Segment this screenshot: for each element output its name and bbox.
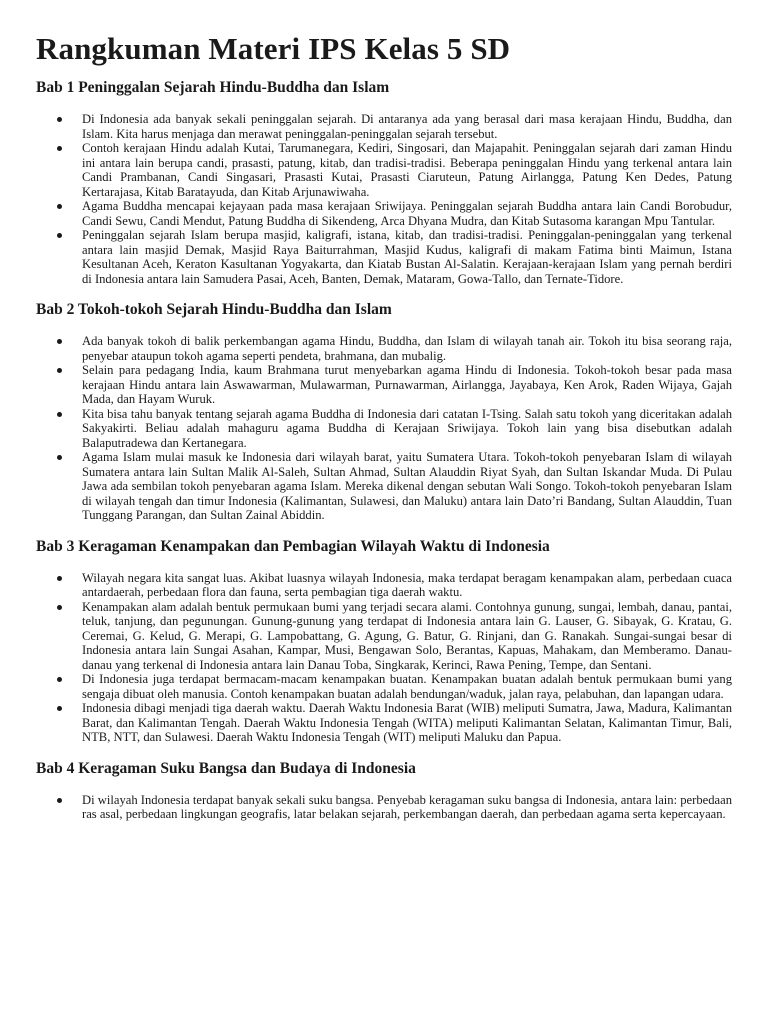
list-item-text: Kenampakan alam adalah bentuk permukaan bumi yang terjadi secara alami. Contohnya gunung, sungai, lembah, danau, pantai, teluk, tanjung, dan pegunungan. Gunung-gunung yang terdapat di Indonesia antara lain G. Lauser, G. Sibayak, G. Kratau, G. Ceremai, G. Kelud, G. Merapi, G. Lampobattang, G. Agung, G. Batur, G. Rinjani, dan G. Ranakah. Sungai-sungai besar di Indonesia antara lain Sungai Asahan, Kampar, Musi, Bengawan Solo, Berantas, Kapuas, Mahakam, dan Memberamo. Danau-danau yang terkenal di Indonesia antara lain Danau Toba, Singkarak, Kerinci, Rawa Pening, Tempe, dan Sentani. — [82, 599, 732, 672]
section-heading: Bab 4 Keragaman Suku Bangsa dan Budaya di Indonesia — [36, 759, 416, 777]
list-item-text: Contoh kerajaan Hindu adalah Kutai, Tarumanegara, Kediri, Singosari, dan Majapahit. Peninggalan sejarah dari zaman Hindu ini antara lain berupa candi, prasasti, patung, kitab, dan tradisi-tradisi. Beberapa peninggalan Hindu yang terkenal antara lain Candi Prambanan, Candi Singasari, Prasasti Kutai, Prasasti Ciaruteun, Patung Airlangga, Patung Ken Dedes, Patung Kertarajasa, Kitab Baratayuda, dan Kitab Arjunawiwaha. — [82, 141, 732, 199]
list-item — [36, 793, 732, 822]
bullet-list — [36, 334, 732, 523]
bullet-icon — [57, 204, 62, 209]
bullet-icon — [57, 146, 62, 151]
list-item-text: Di wilayah Indonesia terdapat banyak sekali suku bangsa. Penyebab keragaman suku bangsa di Indonesia, antara lain: perbedaan ras asal, perbedaan lingkungan geografis, latar belakan sejarah, perkembangan daerah, dan perbedaan agama serta kepercayaan. — [82, 792, 732, 821]
list-item-text: Peninggalan sejarah Islam berupa masjid, kaligrafi, istana, kitab, dan tradisi-tradisi. Peninggalan-peninggalan yang terkenal antara lain masjid Demak, Masjid Raya Baiturrahman, Masjid Kudus, kaligrafi di makam Fatima binti Maimun, Istana Kesultanan Aceh, Keraton Kasultanan Yogyakarta, dan Kiatab Bustan Al-Salatin. Kerajaan-kerajaan Islam yang pernah berdiri di Indonesia antara lain Samudera Pasai, Aceh, Banten, Demak, Mataram, Gowa-Tallo, dan Ternate-Tidore. — [82, 228, 732, 286]
list-item — [36, 228, 732, 286]
bullet-icon — [57, 605, 62, 610]
section-bab-2 — [36, 300, 732, 523]
bullet-icon — [57, 339, 62, 344]
section-heading: Bab 3 Keragaman Kenampakan dan Pembagian Wilayah Waktu di Indonesia — [36, 537, 550, 555]
bullet-icon — [57, 706, 62, 711]
list-item — [36, 141, 732, 199]
list-item — [36, 407, 732, 451]
list-item — [36, 363, 732, 407]
bullet-list — [36, 793, 732, 822]
list-item-text: Agama Buddha mencapai kejayaan pada masa kerajaan Sriwijaya. Peninggalan sejarah Buddha antara lain Candi Borobudur, Candi Sewu, Candi Mendut, Patung Buddha di Sikendeng, Arca Dhyana Mudra, dan Kitab Sutasoma karangan Mpu Tantular. — [82, 199, 732, 228]
list-item — [36, 672, 732, 701]
list-item — [36, 701, 732, 745]
list-item-text: Wilayah negara kita sangat luas. Akibat luasnya wilayah Indonesia, maka terdapat beragam kenampakan alam, perbedaan cuaca antardaerah, perbedaan flora dan fauna, serta pembagian tiga daerah waktu. — [82, 570, 732, 599]
section-bab-1 — [36, 78, 732, 286]
list-item — [36, 450, 732, 523]
bullet-icon — [57, 576, 62, 581]
bullet-icon — [57, 233, 62, 238]
list-item — [36, 112, 732, 141]
section-heading: Bab 2 Tokoh-tokoh Sejarah Hindu-Buddha dan Islam — [36, 301, 392, 318]
bullet-list — [36, 112, 732, 286]
section-bab-4 — [36, 759, 732, 822]
list-item-text: Di Indonesia juga terdapat bermacam-macam kenampakan buatan. Kenampakan buatan adalah bentuk permukaan bumi yang sengaja dibuat oleh manusia. Contoh kenampakan buatan adalah bendungan/waduk, jalan raya, pelabuhan, dan lapangan udara. — [82, 672, 732, 701]
list-item — [36, 600, 732, 673]
list-item-text: Agama Islam mulai masuk ke Indonesia dari wilayah barat, yaitu Sumatera Utara. Tokoh-tokoh penyebaran Islam di wilayah Sumatera antara lain Sultan Malik Al-Saleh, Sultan Ahmad, Sultan Alauddin Riyat Syah, dan Sultan Iskandar Muda. Di Pulau Jawa ada sembilan tokoh penyebaran agama Islam. Mereka dikenal dengan sebutan Wali Songo. Tokoh-tokoh penyebaran Islam di wilayah tengah dan timur Indonesia (Kalimantan, Sulawesi, dan Maluku) antara lain Dato’ri Bandang, Sultan Alauddin, Tuan Tunggang Parangan, dan Sultan Zainal Abiddin. — [82, 450, 732, 522]
list-item-text: Selain para pedagang India, kaum Brahmana turut menyebarkan agama Hindu di Indonesia. Tokoh-tokoh besar pada masa kerajaan Hindu antara lain Aswawarman, Mulawarman, Purnawarman, Airlangga, Jayabaya, Ken Arok, Raden Wijaya, Gajah Mada, dan Hayam Wuruk. — [82, 363, 732, 406]
bullet-icon — [57, 798, 62, 803]
section-bab-3 — [36, 537, 732, 745]
bullet-icon — [57, 117, 62, 122]
bullet-icon — [57, 677, 62, 682]
bullet-icon — [57, 412, 62, 417]
list-item — [36, 199, 732, 228]
bullet-list — [36, 571, 732, 745]
bullet-icon — [57, 368, 62, 373]
list-item-text: Di Indonesia ada banyak sekali peninggalan sejarah. Di antaranya ada yang berasal dari masa kerajaan Hindu, Buddha, dan Islam. Kita harus menjaga dan merawat peninggalan-peninggalan sejarah tersebut. — [82, 112, 732, 141]
list-item — [36, 571, 732, 600]
list-item-text: Kita bisa tahu banyak tentang sejarah agama Buddha di Indonesia dari catatan I-Tsing. Salah satu tokoh yang diceritakan adalah Sakyakirti. Beliau adalah mahaguru agama Buddha di Kerajaan Sriwijaya. Tokoh lain yang bisa disebutkan adalah Balaputradewa dan Kertanegara. — [82, 406, 732, 450]
list-item-text: Indonesia dibagi menjadi tiga daerah waktu. Daerah Waktu Indonesia Barat (WIB) meliputi Sumatra, Jawa, Madura, Kalimantan Barat, dan Kalimantan Tengah. Daerah Waktu Indonesia Tengah (WITA) meliputi Kalimantan Selatan, Kalimantan Timur, Bali, NTB, NTT, dan Sulawesi. Daerah Waktu Indonesia Tengah (WIT) meliputi Maluku dan Papua. — [82, 701, 732, 744]
document-title: Rangkuman Materi IPS Kelas 5 SD — [36, 31, 511, 66]
section-heading: Bab 1 Peninggalan Sejarah Hindu-Buddha dan Islam — [36, 79, 390, 96]
bullet-icon — [57, 455, 62, 460]
list-item — [36, 334, 732, 363]
list-item-text: Ada banyak tokoh di balik perkembangan agama Hindu, Buddha, dan Islam di wilayah tanah air. Tokoh itu bisa seorang raja, penyebar ataupun tokoh agama seperti pendeta, brahmana, dan mubalig. — [82, 334, 732, 363]
